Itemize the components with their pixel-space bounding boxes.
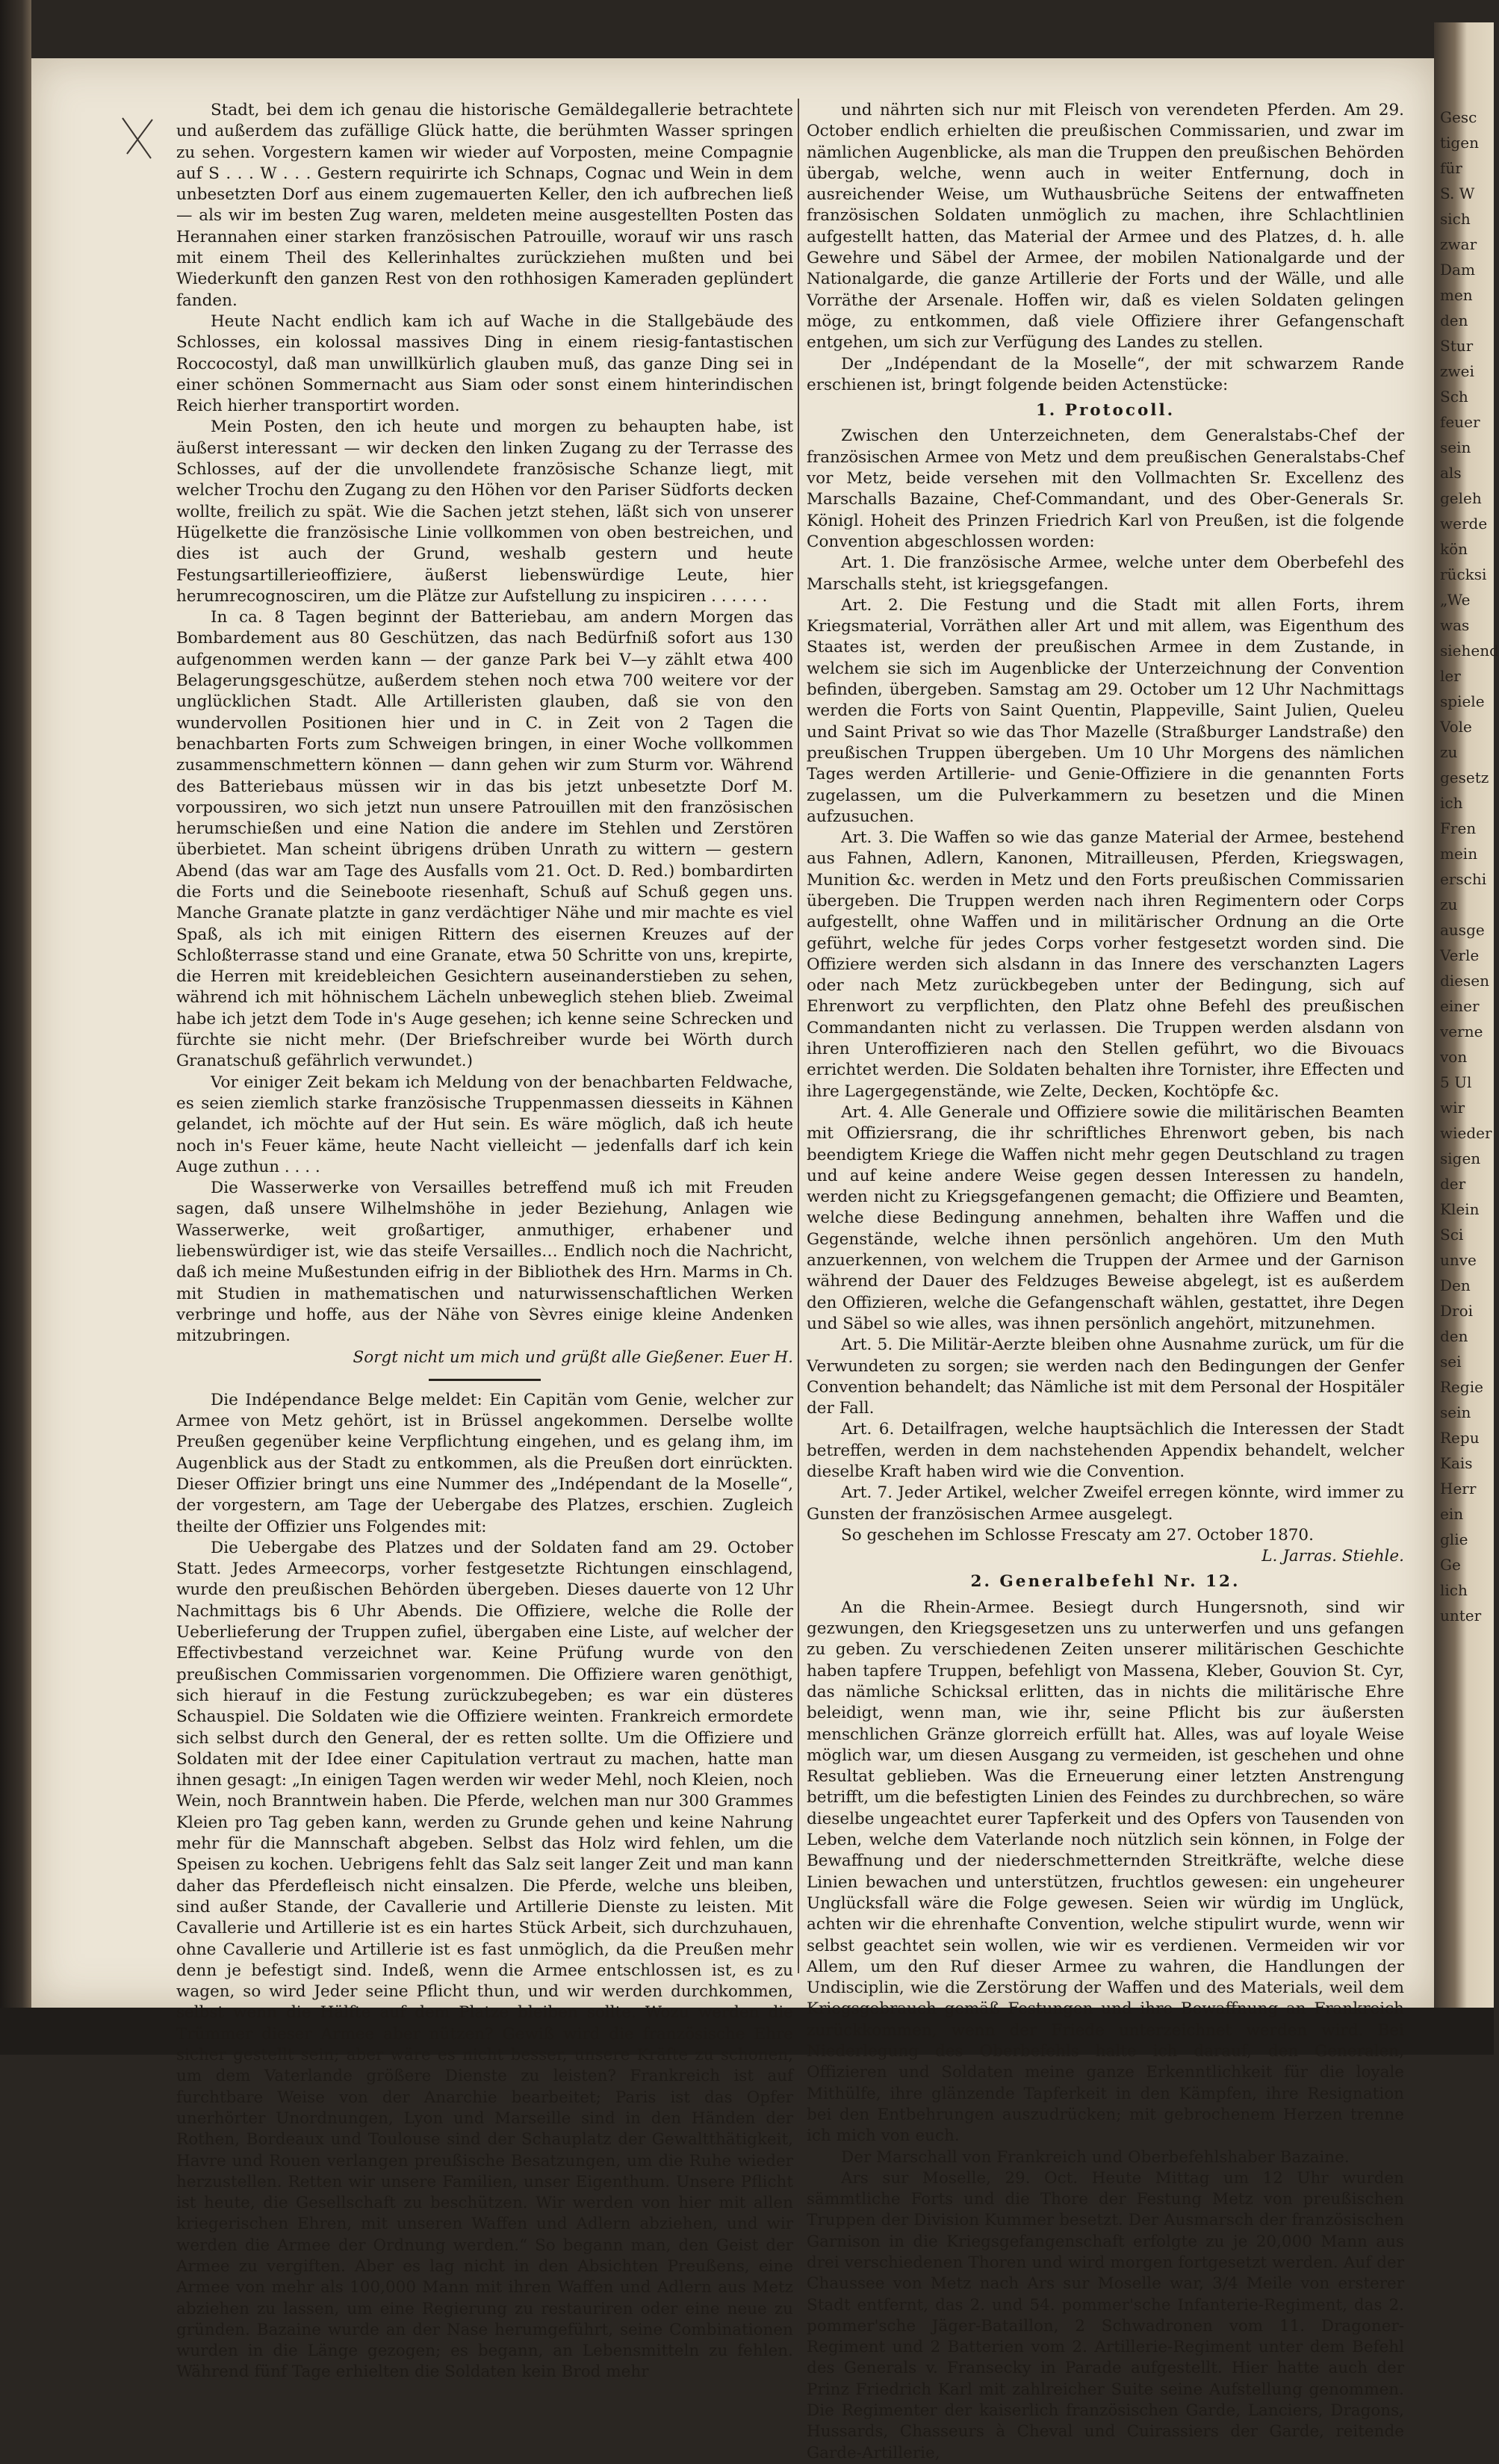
adjacent-page-fragment: sich bbox=[1440, 210, 1471, 228]
adjacent-page-fragment: Sci bbox=[1440, 1226, 1464, 1244]
adjacent-page-fragment: Ge bbox=[1440, 1556, 1461, 1574]
protocol-heading: 1. Protocoll. bbox=[1035, 401, 1176, 421]
adjacent-page-fragment: einer bbox=[1440, 997, 1480, 1015]
adjacent-page-fragment: ler bbox=[1440, 667, 1461, 685]
adjacent-page-fragment: sigen bbox=[1440, 1149, 1481, 1167]
protocol-article: Art. 4. Alle Generale und Offiziere sowie die militärischen Beamten mit Offiziersrang, die ihr schriftliches Ehrenwort geben, bis nach beendigtem Kriege die Waffen nicht mehr gegen Deutschland zu tragen und auf keine andere Weise gegen dessen Interessen zu handeln, werden nicht zu Kriegsgefangenen gemacht; die Offiziere und Beamten, welche diese Bedingung annehmen, behalten ihre Waffen und die Gegenstände, welche ihnen persönlich angehören. Um den Muth anzuerkennen, von welchem die Truppen der Armee und der Garnison während der Dauer des Feldzuges Beweise abgelegt, ist es außerdem den Offizieren, welche die Gefangenschaft wählen, gestattet, ihre Degen und Säbel so wie alles, was ihnen persönlich angehört, mitzunehmen. bbox=[807, 1102, 1404, 1333]
adjacent-page-fragment: Droi bbox=[1440, 1302, 1474, 1320]
protocol-article: Art. 7. Jeder Artikel, welcher Zweifel erregen könnte, wird immer zu Gunsten der französischen Armee ausgelegt. bbox=[807, 1483, 1404, 1524]
adjacent-page-fragment: diesen bbox=[1440, 972, 1490, 990]
adjacent-page-fragment: verne bbox=[1440, 1022, 1483, 1040]
protocol-article: Art. 3. Die Waffen so wie das ganze Material der Armee, bestehend aus Fahnen, Adlern, Kanonen, Mitrailleusen, Pferden, Kriegswagen, Munition &c. werden in Metz und den Forts preußischen Commissarien übergeben. Die Truppen werden nach ihren Regimentern oder Corps aufgestellt, ohne Waffen und in militärischer Ordnung an die Orte geführt, welche für jedes Corps vorher festgesetzt worden sind. Die Offiziere werden sich alsdann in das Innere des verschanzten Lagers oder nach Metz zurückbegeben unter der Bedingung, sich auf Ehrenwort zu verpflichten, den Platz ohne Befehl des preußischen Commandanten nicht zu verlassen. Die Truppen werden alsdann von ihren Unteroffizieren nach den Stellen geführt, wo die Bivouacs errichtet werden. Die Soldaten behalten ihre Tornister, ihre Effecten und ihre Lagergegenstände, wie Zelte, Decken, Kochtöpfe &c. bbox=[807, 828, 1404, 1101]
adjacent-page-fragment: Fren bbox=[1440, 819, 1477, 837]
order-signature: Der Marschall von Frankreich und Oberbefehlshaber Bazaine. bbox=[841, 2147, 1350, 2167]
adjacent-page-fragment: 5 Ul bbox=[1440, 1073, 1472, 1091]
adjacent-page-fragment: Vole bbox=[1440, 718, 1472, 736]
adjacent-page-fragment: den bbox=[1440, 1327, 1468, 1345]
adjacent-page-fragment: Verle bbox=[1440, 946, 1480, 964]
adjacent-page-fragment: werde bbox=[1440, 515, 1488, 533]
adjacent-page-text bbox=[1440, 105, 1499, 1972]
protocol-article: Art. 5. Die Militär-Aerzte bleiben ohne Ausnahme zurück, um für die Verwundeten zu sorgen; sie werden nach den Bedingungen der Genfer Convention behandelt; das Nämliche ist mit dem Personal der Hospitäler der Fall. bbox=[807, 1335, 1404, 1418]
letter-paragraph: Mein Posten, den ich heute und morgen zu behaupten habe, ist äußerst interessant — wir decken den linken Zugang zu der Terrasse des Schlosses, auf der die unvollendete französische Schanze liegt, mit welcher Trochu den Zugang zu den Höhen vor den Pariser Südforts decken wollte, freilich zu spät. Wie die Sachen jetzt stehen, läßt sich von unserer Hügelkette die französische Linie vollkommen von oben bestreichen, und dies ist auch der Grund, weshalb gestern und heute Festungsartillerieoffiziere, äußerst liebenswürdige Leute, hier herumrecognosciren, um die Plätze zur Aufstellung zu inspiciren . . . . . . bbox=[176, 418, 793, 606]
adjacent-page-fragment: zu bbox=[1440, 743, 1458, 761]
letter-paragraph: Die Wasserwerke von Versailles betreffend muß ich mit Freuden sagen, daß unsere Wilhelmshöhe in jeder Beziehung, Anlagen wie Wasserwerke, weit großartiger, anmuthiger, erhabener und liebenswürdiger ist, wie das steife Versailles… Endlich noch die Nachricht, daß ich meine Mußestunden eifrig in der Bibliothek des Hrn. Marms in Ch. mit Studien in mathematischen und naturwissenschaftlichen Werken verbringe und hoffe, aus der Nähe von Sèvres einige kleine Andenken mitzubringen. bbox=[176, 1179, 793, 1346]
adjacent-page-fragment: zwei bbox=[1440, 362, 1474, 380]
adjacent-page-fragment: glie bbox=[1440, 1530, 1468, 1548]
article-separator bbox=[429, 1379, 541, 1381]
letter-paragraph: Heute Nacht endlich kam ich auf Wache in die Stallgebäude des Schlosses, ein kolossal massives Ding in einem riesig-fantastischen Roccocostyl, daß man unwillkürlich glauben muß, das ganze Ding sei in einer schönen Sommernacht aus Siam oder sonst einem hinterindischen Reich hierher transportirt worden. bbox=[176, 311, 793, 416]
news-paragraph: Die Uebergabe des Platzes und der Soldaten fand am 29. October Statt. Jedes Armeecorps, vorher festgesetzte Richtungen einschlagend, wurde den preußischen Behörden übergeben. Dieses dauerte von 12 Uhr Nachmittags bis 6 Uhr Abends. Die Offiziere, welche die Rolle der Ueberlieferung der Truppen zufiel, übergaben eine Liste, auf welcher der Effectivbestand verzeichnet war. Keine Prüfung wurde von den preußischen Commissarien vorgenommen. Die Offiziere waren genöthigt, sich hierauf in die Festung zurückzubegeben; es war ein düsteres Schauspiel. Die Soldaten wie die Offiziere weinten. Frankreich ermordete sich selbst durch den General, der es retten sollte. Um die Offiziere und Soldaten mit der Idee einer Capitulation vertraut zu machen, hatte man ihnen gesagt: „In einigen Tagen werden wir weder Mehl, noch Kleien, noch Wein, noch Branntwein haben. Die Pferde, welchen man nur 300 Grammes Kleien pro Tag geben kann, werden zu Grunde gehen und keine Nahrung mehr für die Mannschaft abgeben. Selbst das Holz wird fehlen, um die Speisen zu kochen. Uebrigens fehlt das Salz seit langer Zeit und man kann daher das Pferdefleisch nicht einsalzen. Die Pferde, welche uns bleiben, sind außer Stande, der Cavallerie und Artillerie Dienste zu leisten. Mit Cavallerie und Artillerie ist es ein hartes Stück Arbeit, sich durchzuhauen, ohne Cavallerie und Artillerie ist es fast unmöglich, da die Preußen mehr denn je befestigt sind. Indeß, wenn die Armee entschlossen ist, es zu wagen, so wird Jeder seine Pflicht thun, und wir werden durchkommen, selbst wenn die Hälfte auf dem Platze bleiben sollte. Wozu werden die Trümmer dieser Armee aber nützen? Gewiß wird die französische Ehre sicher gestellt sein; aber wäre es nicht besser, unsere Kräfte zu schonen, um dem Vaterlande größere Dienste zu leisten? Frankreich ist auf furchtbare Weise von der Anarchie bearbeitet; Paris ist das Opfer unerhörter Unordnungen, Lyon und Marseille sind in den Händen der Rothen, Bordeaux und Toulouse sind der Schauplatz der Gewaltthätigkeit, Havre und Rouen verlangen preußische Besatzungen, um die Ruhe wieder herzustellen. Retten wir unsere Familien, unser Eigenthum. Unsere Pflicht ist heute, die Gesellschaft zu beschützen. Wir werden von hier mit allen kriegerischen Ehren, mit unseren Waffen und Adlern abziehen, und wir werden die Armee der Ordnung werden.“ So begann man, den Geist der Armee zu vergiften. Aber es lag nicht in den Absichten Preußens, eine Armee von mehr als 100,000 Mann mit ihren Waffen und Adlern aus Metz abziehen zu lassen, um eine Regierung zu restauriren oder eine neue zu gründen. Bazaine wurde an der Nase herumgeführt, seine Combinationen wurden in die Länge gezogen; es begann, an Lebensmitteln zu fehlen. Während fünf Tage erhielten die Soldaten kein Brod mehr bbox=[176, 1538, 793, 2382]
adjacent-page-fragment: als bbox=[1440, 464, 1462, 482]
adjacent-page-fragment: feuer bbox=[1440, 413, 1480, 431]
protocol-paragraph: Zwischen den Unterzeichneten, dem Generalstabs-Chef der französischen Armee von Metz und dem preußischen Generalstabs-Chef vor Metz, beide versehen mit den Vollmachten Sr. Excellenz des Marschalls Bazaine, Chef-Commandant, und des Ober-Generals Sr. Königl. Hoheit des Prinzen Friedrich Karl von Preußen, ist die folgende Convention abgeschlossen worden: bbox=[807, 426, 1404, 551]
adjacent-page-fragment: von bbox=[1440, 1048, 1468, 1066]
order-paragraph: An die Rhein-Armee. Besiegt durch Hungersnoth, sind wir gezwungen, den Kriegsgesetzen uns zu unterwerfen und uns gefangen zu geben. Zu verschiedenen Zeiten unserer militärischen Geschichte haben tapfere Truppen, befehligt von Massena, Kleber, Gouvion St. Cyr, das nämliche Schicksal erlitten, das in nichts die militärische Ehre beleidigt, wenn man, wie ihr, seine Pflicht bis zur äußersten menschlichen Gränze glorreich erfüllt hat. Alles, was auf loyale Weise möglich war, um diesen Ausgang zu vermeiden, ist geschehen und ohne Resultat geblieben. Was die Erneuerung einer letzten Anstrengung betrifft, um die befestigten Linien des Feindes zu durchbrechen, so wäre dieselbe ungeachtet eurer Tapferkeit und des Opfers von Tausenden von Leben, welche dem Vaterlande noch nützlich sein können, in Folge der Bewaffnung und der niederschmetternden Streitkräfte, welche diese Linien bewachen und unterstützen, fruchtlos gewesen: ein ungeheurer Unglücksfall wäre die Folge gewesen. Seien wir würdig im Unglück, achten wir die ehrenhafte Convention, welche stipulirt wurde, wenn wir selbst geachtet sein wollen, wie wir es verdienen. Vermeiden wir vor Allem, um den Ruf dieser Armee zu wahren, die Handlungen der Undisciplin, wie die Zerstörung der Waffen und des Materials, weil dem Kriegsgebrauch gemäß Festungen und ihre Bewaffnung an Frankreich zurückkommen, wenn der Friede unterzeichnet werden wird. Bei Niederlegung des Oberbefehls halte ich darauf, den Generalen, Offizieren und Soldaten meine ganze Erkenntlichkeit für die loyale Mithülfe, ihre glänzende Tapferkeit in den Kämpfen, ihre Resignation bei den Entbehrungen auszudrücken; mit gebrochenem Herzen trenne ich mich von euch. bbox=[807, 1598, 1404, 2146]
letter-signoff: Sorgt nicht um mich und grüßt alle Gießener. Euer H. bbox=[353, 1347, 793, 1367]
adjacent-page-fragment: geleh bbox=[1440, 489, 1482, 507]
adjacent-page-fragment: ein bbox=[1440, 1505, 1464, 1523]
adjacent-page-fragment: Repu bbox=[1440, 1429, 1480, 1447]
adjacent-page-fragment: der bbox=[1440, 1175, 1466, 1193]
order-heading: 2. Generalbefehl Nr. 12. bbox=[970, 1572, 1241, 1592]
right-column bbox=[807, 100, 1404, 2463]
adjacent-page-fragment: rücksi bbox=[1440, 565, 1487, 583]
adjacent-page-fragment: sein bbox=[1440, 438, 1471, 456]
adjacent-page-fragment: Dam bbox=[1440, 261, 1475, 279]
adjacent-page-fragment: den bbox=[1440, 311, 1468, 329]
letter-paragraph: Vor einiger Zeit bekam ich Meldung von der benachbarten Feldwache, es seien ziemlich starke französische Truppenmassen diesseits in Kähnen gelandet, ich möchte auf der Hut sein. Es wäre möglich, daß ich heute noch in's Feuer käme, heute Nacht vielleicht — jedenfalls darf ich kein Auge zuthun . . . . bbox=[176, 1073, 793, 1176]
adjacent-page-fragment: spiele bbox=[1440, 692, 1485, 710]
adjacent-page-fragment: Den bbox=[1440, 1276, 1471, 1294]
handwritten-x-mark bbox=[112, 112, 164, 164]
adjacent-page-fragment: zu bbox=[1440, 896, 1458, 913]
letter-paragraph: In ca. 8 Tagen beginnt der Batteriebau, am andern Morgen das Bombardement aus 80 Geschützen, das nach Bedürfniß sofort aus 130 aufgenommen werden kann — der ganze Park bei V—y zählt etwa 400 Belagerungsgeschütze, außerdem stehen noch etwa 700 weitere vor der unglücklichen Stadt. Alle Artilleristen glauben, daß sie von den wundervollen Positionen hier und in C. in Zeit von 2 Tagen die benachbarten Forts zum Schweigen bringen, in einer Woche vollkommen zusammenschmettern können — dann gehen wir zum Sturm vor. Während des Batteriebaus müssen wir in das bis jetzt unbesetzte Dorf M. vorpoussiren, wo sich jetzt nun unsere Patrouillen mit den französischen herumschießen und eine Nation die andere im Stehlen und Zerstören überbietet. Man scheint übrigens drüben Unrath zu wittern — gestern Abend (das war am Tage des Ausfalls vom 21. Oct. D. Red.) bombardirten die Forts und die Seineboote riesenhaft, Schuß auf Schuß gegen uns. Manche Granate platzte in ganz verdächtiger Nähe und mir machte es viel Spaß, als ich mit einigen Rittern des eisernen Kreuzes auf der Schloßterrasse stand und eine Granate, etwa 50 Schritte von uns, krepirte, die Herren mit kreidebleichen Gesichtern auseinanderstieben zu sehen, während ich mit höhnischem Lächeln unbeweglich stehen blieb. Zweimal habe ich jetzt dem Tode in's Auge gesehen; ich kenne seine Schrecken und fürchte sie nicht mehr. (Der Briefschreiber wurde bei Wörth durch Granatschuß gefährlich verwundet.) bbox=[176, 608, 793, 1071]
adjacent-page-fragment: sein bbox=[1440, 1403, 1471, 1421]
adjacent-page-fragment: kön bbox=[1440, 540, 1468, 558]
adjacent-page-fragment: Klein bbox=[1440, 1200, 1480, 1218]
adjacent-page-fragment: unve bbox=[1440, 1251, 1477, 1269]
adjacent-page-fragment: wieder bbox=[1440, 1124, 1492, 1142]
protocol-article: Art. 6. Detailfragen, welche hauptsächlich die Interessen der Stadt betreffen, werden in dem nachstehenden Appendix behandelt, welcher dieselbe Kraft haben wird wie die Convention. bbox=[807, 1420, 1404, 1481]
protocol-article: Art. 2. Die Festung und die Stadt mit allen Forts, ihrem Kriegsmaterial, Vorräthen aller Art und mit allem, was Eigenthum des Staates ist, werden der preußischen Armee in dem Zustande, in welchem sie sich im Augenblicke der Unterzeichnung der Convention befinden, übergeben. Samstag am 29. October um 12 Uhr Nachmittags werden die Forts von Saint Quentin, Plappeville, Saint Julien, Queleu und Saint Privat so wie das Thor Mazelle (Straßburger Landstraße) den preußischen Truppen übergeben. Um 10 Uhr Morgens des nämlichen Tages werden Artillerie- und Genie-Offiziere in die genannten Forts zugelassen, um die Pulverkammern zu besetzen und die Minen aufzusuchen. bbox=[807, 595, 1404, 826]
adjacent-page-fragment: zwar bbox=[1440, 235, 1477, 253]
adjacent-page-fragment: Regie bbox=[1440, 1378, 1483, 1396]
column-divider bbox=[798, 99, 799, 1973]
adjacent-page-fragment: für bbox=[1440, 159, 1462, 177]
adjacent-page-fragment: ich bbox=[1440, 794, 1463, 812]
protocol-article: Art. 1. Die französische Armee, welche unter dem Oberbefehl des Marschalls steht, ist kriegsgefangen. bbox=[807, 553, 1404, 594]
letter-paragraph: Stadt, bei dem ich genau die historische Gemäldegallerie betrachtete und außerdem das zufällige Glück hatte, die berühmten Wasser springen zu sehen. Vorgestern kamen wir wieder auf Vorposten, meine Compagnie auf S . . . W . . . Gestern requirirte ich Schnaps, Cognac und Wein in dem unbesetzten Dorf aus einem zugemauerten Keller, den ich aufbrechen ließ — als wir im besten Zug waren, meldeten meine ausgestellten Posten das Herannahen einer starken französischen Patrouille, worauf wir uns rasch mit einem Theil des Kellerinhaltes zurückziehen mußten und bei Wiederkunft den ganzen Rest von den rothhosigen Kameraden geplündert fanden. bbox=[176, 101, 793, 310]
news-paragraph: Ars sur Moselle, 29. Oct. Heute Mittag um 12 Uhr wurden sämmtliche Forts und die Thore der Festung Metz von preußischen Truppen der Division Kummer besetzt. Der Ausmarsch der französischen Garnison in die Kriegsgefangenschaft erfolgte zu je 20,000 Mann aus drei verschiedenen Thoren und wird morgen fortgesetzt werden. Auf der Chaussee von Metz nach Ars sur Moselle war, 3/4 Meile von ersterer Stadt entfernt, das 2. und 54. pommer'sche Infanterie-Regiment, das 2. pommer'sche Jäger-Bataillon, 2 Schwadronen vom 11. Dragoner-Regiment und 2 Batterien vom 2. Artillerie-Regiment unter dem Befehl des Generals v. Fransecky in Parade aufgestellt. Hier hatte auch der Prinz Friedrich Karl mit zahlreicher Suite seine Aufstellung genommen. Die Regimenter der kaiserlich französischen Garde, Lanciers, Dragons, Hussards, Chasseurs à Cheval und Cuirassiers der Garde, reitende Garde-Artillerie, bbox=[807, 2168, 1404, 2463]
protocol-date: So geschehen im Schlosse Frescaty am 27. October 1870. bbox=[841, 1525, 1314, 1545]
adjacent-page-fragment: was bbox=[1440, 616, 1470, 634]
adjacent-page-fragment: Stur bbox=[1440, 337, 1474, 355]
adjacent-page-fragment: unter bbox=[1440, 1607, 1482, 1624]
adjacent-page-fragment: siehend bbox=[1440, 642, 1499, 660]
adjacent-page-fragment: Sch bbox=[1440, 388, 1468, 406]
adjacent-page-fragment: Kais bbox=[1440, 1454, 1473, 1472]
adjacent-page-fragment: mein bbox=[1440, 845, 1478, 863]
news-paragraph: Der „Indépendant de la Moselle“, der mit schwarzem Rande erschienen ist, bringt folgende beiden Actenstücke: bbox=[807, 354, 1404, 394]
adjacent-page-fragment: sei bbox=[1440, 1353, 1462, 1371]
protocol-signatures: L. Jarras. Stiehle. bbox=[1261, 1547, 1404, 1566]
adjacent-page-fragment: gesetz bbox=[1440, 769, 1489, 786]
adjacent-page-fragment: Herr bbox=[1440, 1480, 1477, 1498]
left-column bbox=[176, 100, 793, 2382]
scan-left-edge bbox=[0, 0, 31, 2055]
adjacent-page-fragment: ausge bbox=[1440, 921, 1485, 939]
adjacent-page-fragment: Gesc bbox=[1440, 108, 1477, 126]
adjacent-page-fragment: wir bbox=[1440, 1099, 1465, 1117]
adjacent-page-fragment: „We bbox=[1440, 591, 1471, 609]
adjacent-page-fragment: tigen bbox=[1440, 134, 1479, 152]
news-paragraph: Die Indépendance Belge meldet: Ein Capitän vom Genie, welcher zur Armee von Metz gehört, ist in Brüssel angekommen. Derselbe wollte Preußen gegenüber keine Verpflichtung eingehen, und es gelang ihm, im Augenblick aus der Stadt zu entkommen, als die Preußen dort einrückten. Dieser Offizier bringt uns eine Nummer des „Indépendant de la Moselle“, der vorgestern, am Tage der Uebergabe des Platzes, erschien. Zugleich theilte der Offizier uns Folgendes mit: bbox=[176, 1390, 793, 1536]
adjacent-page-fragment: S. W bbox=[1440, 184, 1475, 202]
adjacent-page-fragment: men bbox=[1440, 286, 1473, 304]
news-paragraph: und nährten sich nur mit Fleisch von verendeten Pferden. Am 29. October endlich erhielten die preußischen Commissarien, und zwar im nämlichen Augenblicke, als man die Truppen den preußischen Behörden übergab, welche, wenn auch in weiter Entfernung, doch in ausreichender Weise, um Wuthausbrüche Seitens der entwaffneten französischen Soldaten unmöglich zu machen, ihre Schlachtlinien aufgestellt hatten, das Material der Armee und des Platzes, d. h. alle Gewehre und Säbel der Armee, der mobilen Nationalgarde und der Nationalgarde, die ganze Artillerie der Forts und der Wälle, und alle Vorräthe der Arsenale. Hoffen wir, daß es vielen Soldaten gelingen möge, zu entkommen, daß viele Offiziere ihrer Gefangenschaft entgehen, um sich zur Verfügung des Landes zu stellen. bbox=[807, 101, 1404, 353]
adjacent-page-fragment: lich bbox=[1440, 1581, 1468, 1599]
adjacent-page-fragment: erschi bbox=[1440, 870, 1487, 888]
